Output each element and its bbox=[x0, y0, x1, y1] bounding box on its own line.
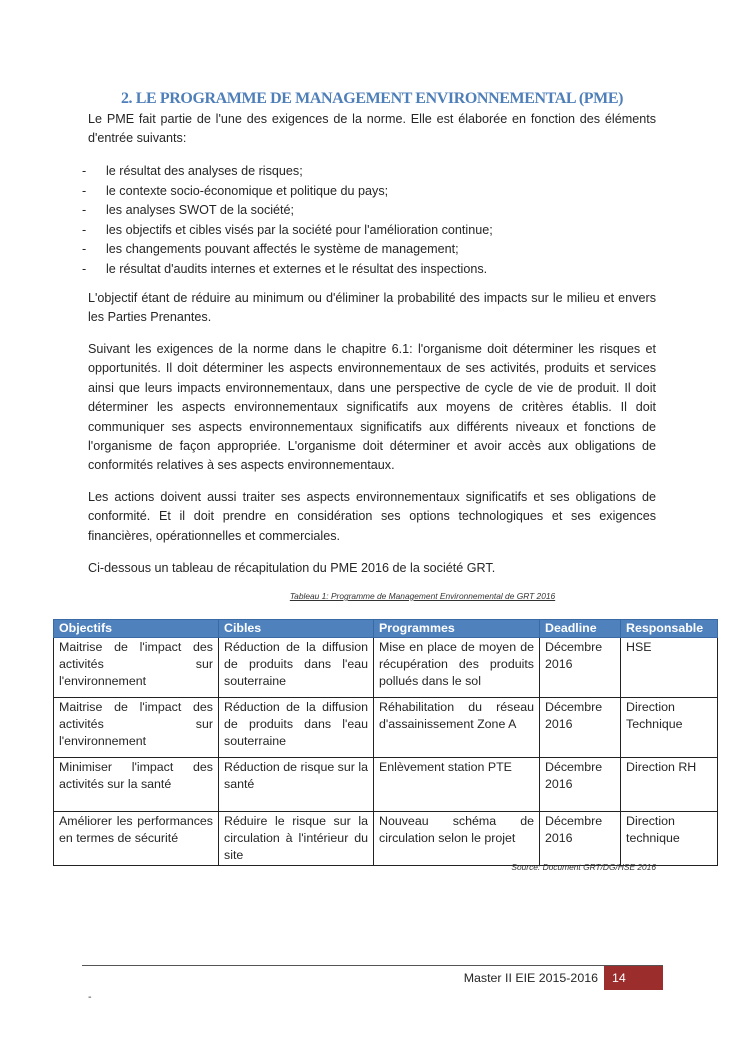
column-header-objectifs: Objectifs bbox=[54, 620, 219, 638]
table-cell: Mise en place de moyen de récupération des produits pollués dans le sol bbox=[374, 638, 540, 698]
table-source: Source: Document GRT/DG/HSE 2016 bbox=[511, 862, 656, 872]
column-header-deadline: Deadline bbox=[540, 620, 621, 638]
bullet-dash: - bbox=[82, 164, 87, 178]
column-header-cibles: Cibles bbox=[219, 620, 374, 638]
table-intro-paragraph: Ci-dessous un tableau de récapitulation du PME 2016 de la société GRT. bbox=[88, 561, 496, 575]
column-header-programmes: Programmes bbox=[374, 620, 540, 638]
intro-paragraph: Le PME fait partie de l'une des exigences de la norme. Elle est élaborée en fonction des éléments d'entrée suivants: bbox=[88, 112, 656, 146]
list-item: - les objectifs et cibles visés par la société pour l'amélioration continue; bbox=[82, 221, 662, 241]
stray-mark: - bbox=[88, 992, 92, 1003]
table-cell: Enlèvement station PTE bbox=[374, 758, 540, 812]
bullet-dash: - bbox=[82, 261, 87, 276]
table-cell: Direction Technique bbox=[621, 698, 718, 758]
list-item: - le contexte socio-économique et politique du pays; bbox=[82, 182, 662, 202]
page-number-badge: 14 bbox=[604, 966, 663, 990]
table-cell: Améliorer les performances en termes de sécurité bbox=[54, 812, 219, 866]
section-heading: 2. LE PROGRAMME DE MANAGEMENT ENVIRONNEMENTAL (PME) bbox=[120, 90, 624, 107]
bullet-dash: - bbox=[82, 242, 87, 257]
table-row bbox=[54, 638, 718, 698]
table-cell: HSE bbox=[621, 638, 718, 698]
table-cell: Réduire le risque sur la circulation à l'intérieur du site bbox=[219, 812, 374, 866]
table-row bbox=[54, 812, 718, 866]
table-caption: Tableau 1: Programme de Management Environnemental de GRT 2016 bbox=[289, 591, 556, 601]
list-item: - les analyses SWOT de la société; bbox=[82, 201, 662, 221]
bullet-dash: - bbox=[82, 203, 87, 218]
table-cell: Minimiser l'impact des activités sur la santé bbox=[54, 758, 219, 812]
table-row bbox=[54, 698, 718, 758]
table-cell: Maitrise de l'impact des activités sur l'environnement bbox=[54, 638, 219, 698]
column-header-responsable: Responsable bbox=[621, 620, 718, 638]
list-item: - le résultat des analyses de risques; bbox=[82, 162, 662, 182]
list-item: - le résultat d'audits internes et externes et le résultat des inspections. bbox=[82, 260, 662, 280]
table-cell: Réduction de la diffusion de produits dans l'eau souterraine bbox=[219, 638, 374, 698]
table-cell: Direction RH bbox=[621, 758, 718, 812]
table-cell: Réhabilitation du réseau d'assainissement Zone A bbox=[374, 698, 540, 758]
table-cell: Décembre 2016 bbox=[540, 638, 621, 698]
objective-paragraph: L'objectif étant de réduire au minimum ou d'éliminer la probabilité des impacts sur le milieu et envers les Parties Prenantes. bbox=[88, 291, 656, 325]
pme-table bbox=[53, 619, 718, 866]
table-cell: Décembre 2016 bbox=[540, 698, 621, 758]
list-item: - les changements pouvant affectés le système de management; bbox=[82, 240, 662, 260]
table-cell: Direction technique bbox=[621, 812, 718, 866]
table-cell: Réduction de la diffusion de produits dans l'eau souterraine bbox=[219, 698, 374, 758]
actions-paragraph: Les actions doivent aussi traiter ses aspects environnementaux significatifs et ses obligations de conformité. Et il doit prendre en considération ses options technologiques et ses exigences financières, opérationnelles et commerciales. bbox=[88, 490, 656, 543]
table-header-row bbox=[54, 620, 718, 638]
bullet-dash: - bbox=[82, 183, 87, 198]
input-elements-list bbox=[82, 162, 662, 280]
table-cell: Réduction de risque sur la santé bbox=[219, 758, 374, 812]
table-cell: Décembre 2016 bbox=[540, 812, 621, 866]
norm-requirements-paragraph: Suivant les exigences de la norme dans le chapitre 6.1: l'organisme doit déterminer les risques et opportunités. Il doit déterminer les aspects environnementaux de ses activités, produits et services ainsi que leurs impacts environnementaux, dans une perspective de cycle de vie de produit. Il doit déterminer les aspects environnementaux significatifs aux moyens de critères établis. Il doit communiquer ses aspects environnementaux significatifs aux différents niveaux et fonctions de l'organisme de façon appropriée. L'organisme doit déterminer et avoir accès aux obligations de conformités relatives à ses aspects environnementaux. bbox=[88, 342, 656, 473]
table-cell: Maitrise de l'impact des activités sur l'environnement bbox=[54, 698, 219, 758]
table-cell: Décembre 2016 bbox=[540, 758, 621, 812]
bullet-dash: - bbox=[82, 222, 87, 237]
table-cell: Nouveau schéma de circulation selon le projet bbox=[374, 812, 540, 866]
table-row bbox=[54, 758, 718, 812]
footer-label: Master II EIE 2015-2016 bbox=[463, 971, 598, 985]
